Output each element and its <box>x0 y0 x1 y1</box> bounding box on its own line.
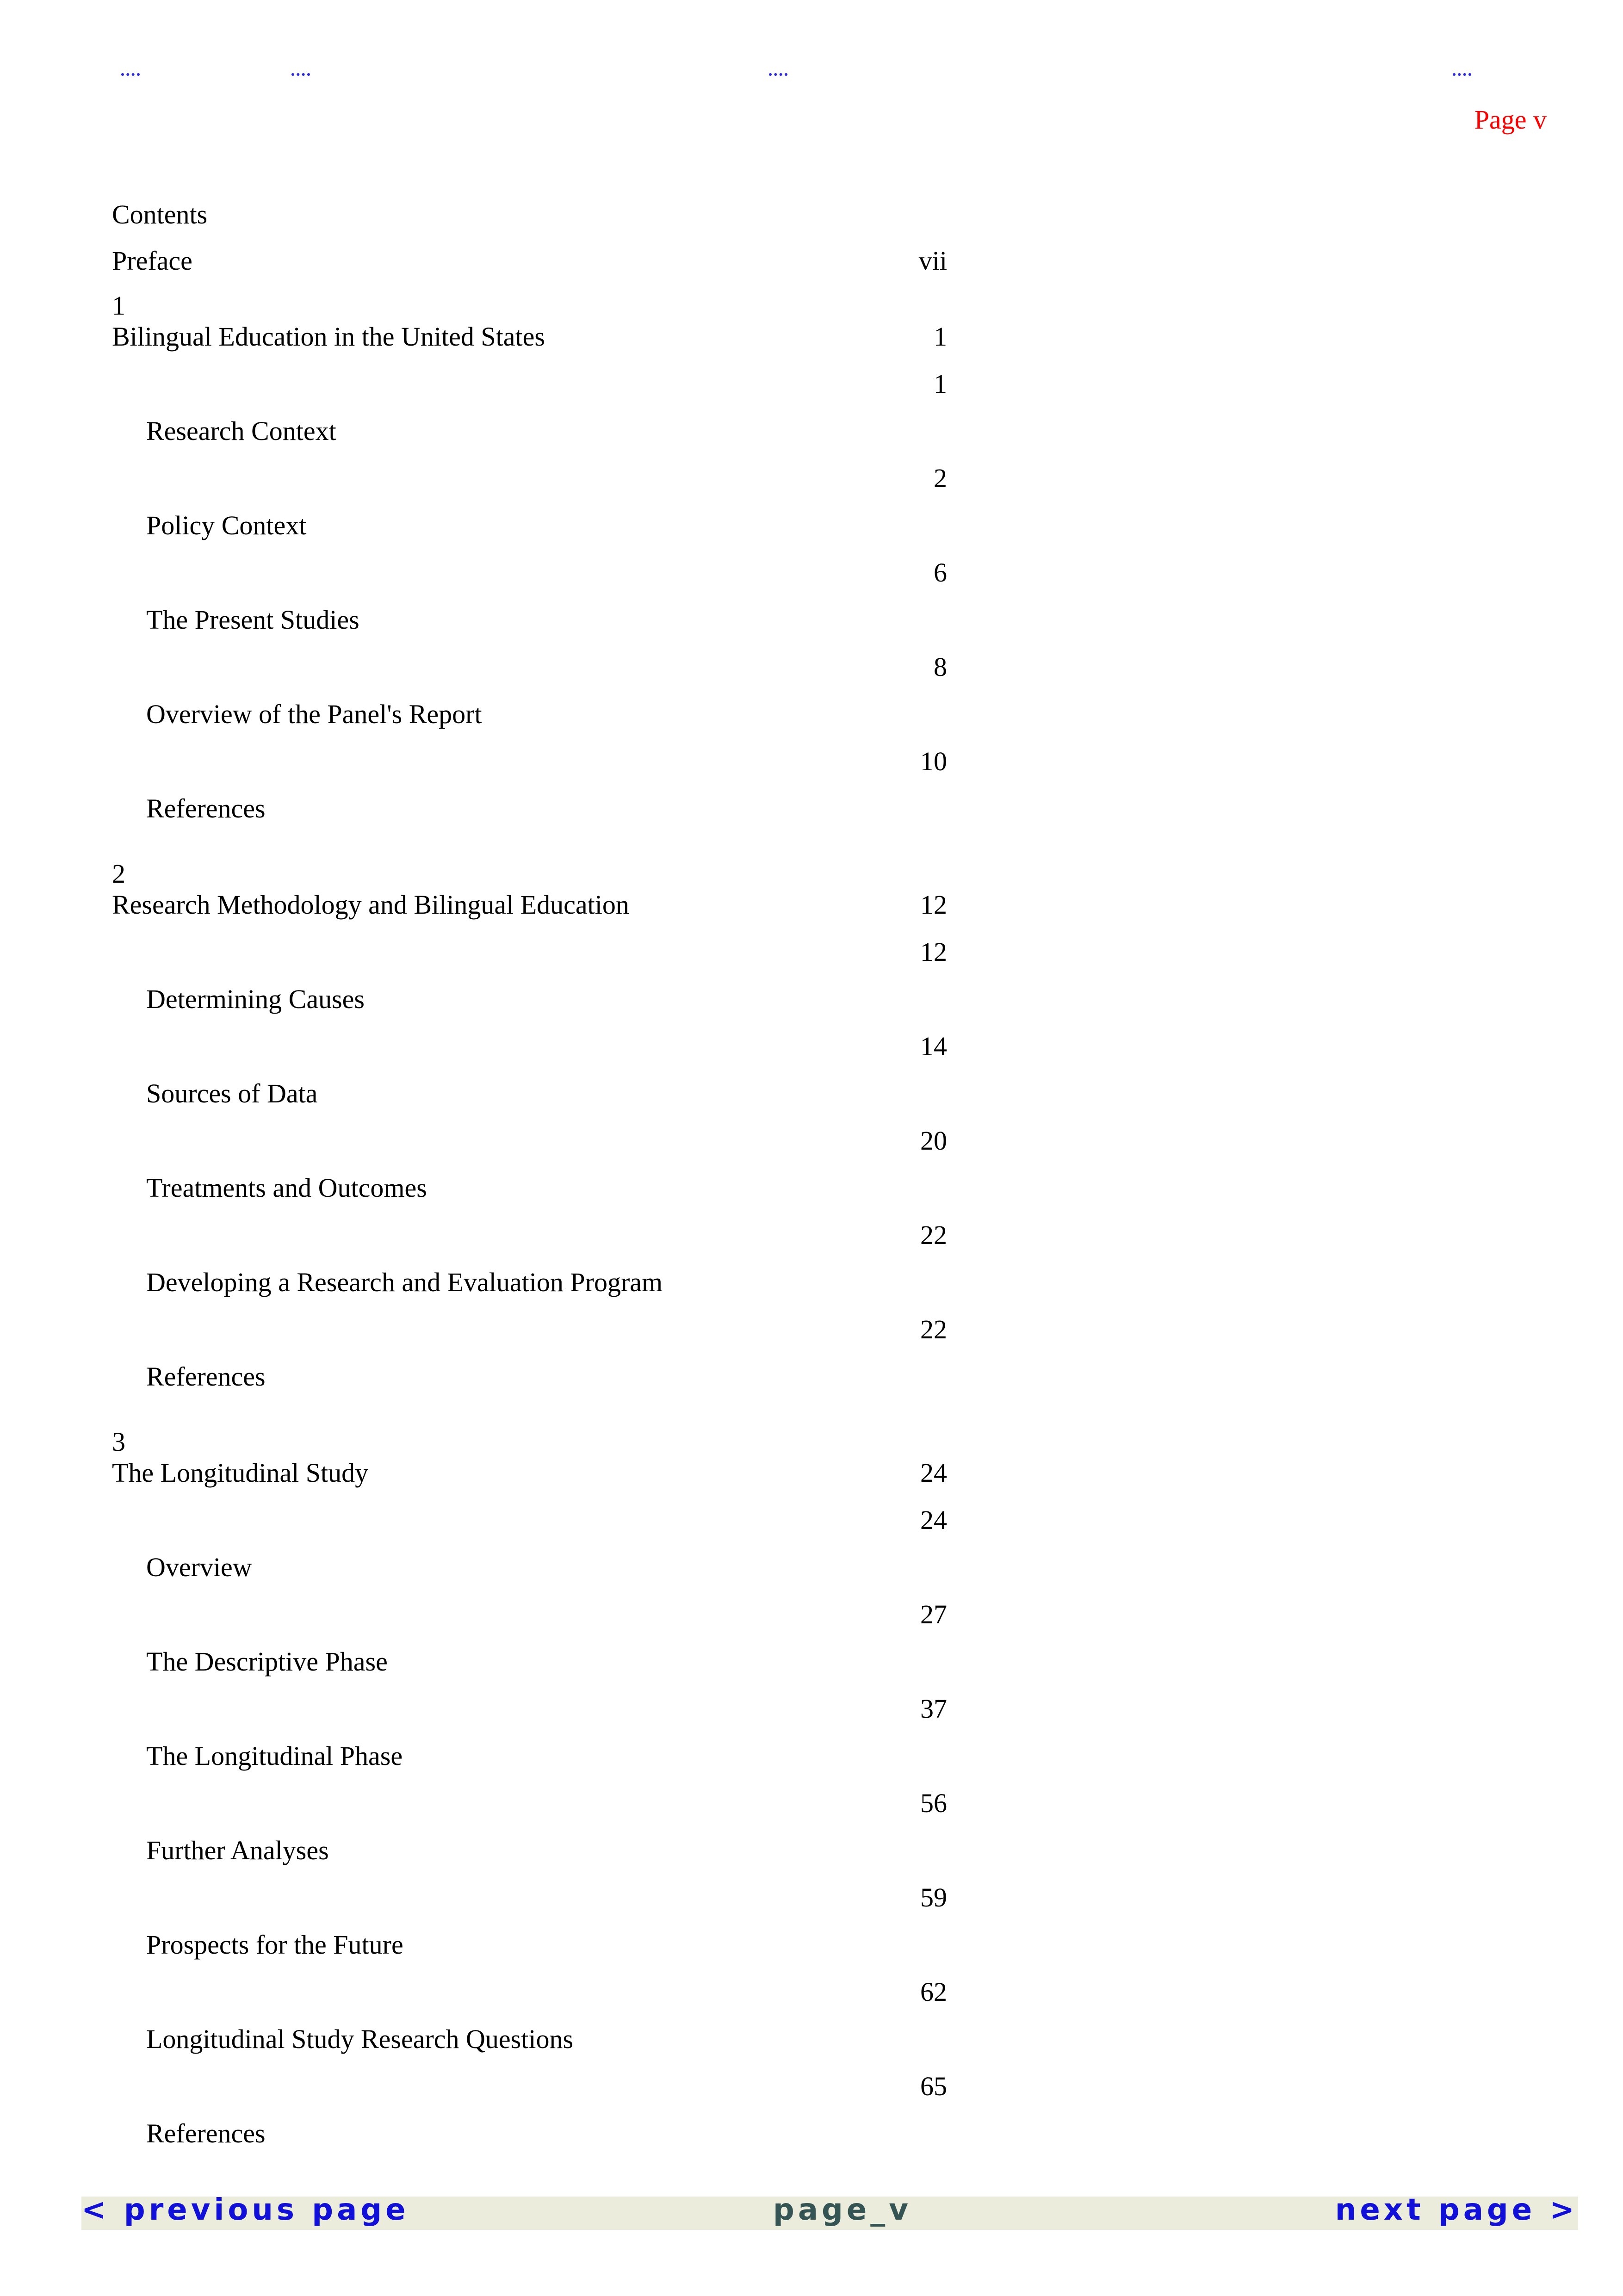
chapter-title: Bilingual Education in the United States <box>112 322 545 352</box>
chapter-page: 24 <box>920 1458 947 1488</box>
section-label: References <box>146 1362 266 1392</box>
section-label: Research Context <box>146 416 336 446</box>
section-label: The Descriptive Phase <box>146 1646 388 1677</box>
section-label: Overview <box>146 1552 252 1582</box>
section-page: 22 <box>920 1220 947 1250</box>
top-link-fragment <box>121 64 140 76</box>
toc-entry-page: vii <box>918 246 947 276</box>
toc-section[interactable] <box>112 1504 947 1599</box>
table-of-contents <box>112 199 947 2165</box>
section-page: 20 <box>920 1126 947 1156</box>
toc-entry-label: Preface <box>112 246 192 276</box>
toc-title: Contents <box>112 199 208 229</box>
toc-section[interactable] <box>112 1219 947 1314</box>
toc-section[interactable] <box>112 1788 947 1882</box>
section-page: 10 <box>920 746 947 776</box>
page-label: Page v <box>1474 105 1547 135</box>
toc-chapter-1[interactable] <box>112 292 947 353</box>
section-page: 6 <box>934 557 947 588</box>
toc-section[interactable] <box>112 1693 947 1788</box>
section-label: Treatments and Outcomes <box>146 1173 427 1203</box>
toc-section[interactable] <box>112 936 947 1031</box>
page-navigation-bar <box>81 2193 1578 2230</box>
section-label: The Longitudinal Phase <box>146 1741 403 1771</box>
section-label: Developing a Research and Evaluation Program <box>146 1267 663 1297</box>
section-label: Longitudinal Study Research Questions <box>146 2024 574 2054</box>
section-label: Sources of Data <box>146 1078 318 1108</box>
section-label: Further Analyses <box>146 1835 329 1865</box>
toc-section[interactable] <box>112 557 947 651</box>
section-page: 24 <box>920 1505 947 1535</box>
toc-section[interactable] <box>112 2071 947 2165</box>
chapter-title: The Longitudinal Study <box>112 1458 369 1488</box>
section-page: 37 <box>920 1694 947 1724</box>
top-link-fragment <box>769 64 787 76</box>
section-label: Prospects for the Future <box>146 1930 403 1960</box>
chapter-number: 1 <box>112 291 125 321</box>
section-label: Determining Causes <box>146 984 365 1014</box>
section-label: Overview of the Panel's Report <box>146 699 482 729</box>
chapter-title: Research Methodology and Bilingual Education <box>112 890 629 920</box>
section-label: References <box>146 2118 266 2148</box>
section-label: Policy Context <box>146 510 307 540</box>
section-page: 62 <box>920 1977 947 2007</box>
section-page: 2 <box>934 463 947 493</box>
toc-section[interactable] <box>112 1882 947 1976</box>
section-page: 8 <box>934 652 947 682</box>
toc-section[interactable] <box>112 1599 947 1693</box>
chapter-number: 3 <box>112 1427 125 1457</box>
section-page: 22 <box>920 1314 947 1344</box>
toc-chapter-3[interactable] <box>112 1429 947 1489</box>
toc-section[interactable] <box>112 463 947 557</box>
section-page: 27 <box>920 1599 947 1629</box>
toc-entry-preface[interactable] <box>112 245 947 277</box>
section-page: 65 <box>920 2071 947 2101</box>
section-page: 1 <box>934 369 947 399</box>
chapter-page: 12 <box>920 890 947 920</box>
section-page: 12 <box>920 937 947 967</box>
toc-section[interactable] <box>112 368 947 463</box>
toc-section[interactable] <box>112 1031 947 1125</box>
toc-chapter-2[interactable] <box>112 860 947 921</box>
section-label: References <box>146 793 266 823</box>
toc-section[interactable] <box>112 1314 947 1408</box>
toc-section[interactable] <box>112 1125 947 1219</box>
previous-page-link[interactable]: < previous page <box>81 2193 409 2227</box>
toc-section[interactable] <box>112 746 947 840</box>
top-link-strip <box>0 0 1623 83</box>
current-page-indicator: page_v <box>773 2193 912 2227</box>
section-page: 59 <box>920 1882 947 1912</box>
chapter-number: 2 <box>112 859 125 889</box>
toc-section[interactable] <box>112 651 947 746</box>
next-page-link[interactable]: next page > <box>1335 2193 1578 2227</box>
section-label: The Present Studies <box>146 605 359 635</box>
section-page: 14 <box>920 1031 947 1061</box>
chapter-page: 1 <box>934 322 947 352</box>
toc-section[interactable] <box>112 1976 947 2071</box>
section-page: 56 <box>920 1788 947 1818</box>
top-link-fragment <box>291 64 310 76</box>
top-link-fragment <box>1453 64 1471 76</box>
